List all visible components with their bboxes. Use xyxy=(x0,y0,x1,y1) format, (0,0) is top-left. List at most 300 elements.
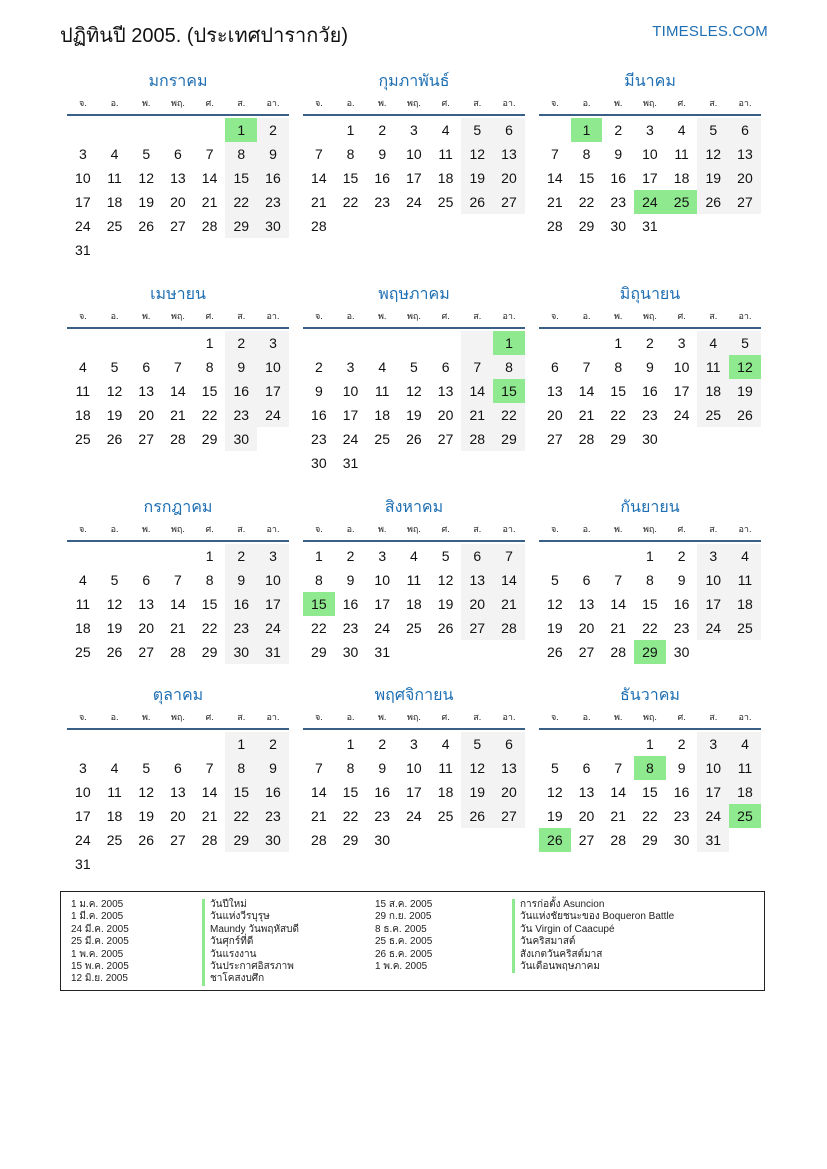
day-cell[interactable]: 26 xyxy=(461,804,493,828)
day-cell[interactable]: 9 xyxy=(378,146,387,162)
holiday-day-cell[interactable]: 12 xyxy=(729,355,761,379)
day-cell[interactable]: 8 xyxy=(346,760,355,776)
day-cell[interactable]: 26 xyxy=(106,644,123,660)
day-cell[interactable]: 22 xyxy=(342,808,359,824)
day-cell[interactable]: 15 xyxy=(225,166,257,190)
day-cell[interactable]: 23 xyxy=(673,620,690,636)
day-cell[interactable]: 16 xyxy=(642,383,658,399)
day-cell[interactable]: 15 xyxy=(201,596,218,612)
day-cell[interactable]: 4 xyxy=(441,122,450,138)
day-cell[interactable]: 3 xyxy=(257,331,289,355)
day-cell[interactable]: 22 xyxy=(225,190,257,214)
day-cell[interactable]: 1 xyxy=(646,548,654,564)
day-cell[interactable]: 20 xyxy=(729,166,761,190)
holiday-day-cell[interactable]: 24 xyxy=(634,190,666,214)
day-cell[interactable]: 23 xyxy=(311,431,327,447)
day-cell[interactable]: 19 xyxy=(547,620,563,636)
day-cell[interactable]: 27 xyxy=(493,190,525,214)
day-cell[interactable]: 30 xyxy=(257,214,289,238)
day-cell[interactable]: 21 xyxy=(578,407,595,423)
day-cell[interactable]: 7 xyxy=(614,572,623,588)
day-cell[interactable]: 13 xyxy=(578,596,595,612)
day-cell[interactable]: 30 xyxy=(225,640,257,664)
day-cell[interactable]: 23 xyxy=(374,194,390,210)
day-cell[interactable]: 16 xyxy=(257,780,289,804)
day-cell[interactable]: 17 xyxy=(697,780,729,804)
day-cell[interactable]: 4 xyxy=(441,736,450,752)
day-cell[interactable]: 7 xyxy=(493,544,525,568)
day-cell[interactable]: 12 xyxy=(106,383,123,399)
day-cell[interactable]: 16 xyxy=(374,170,390,186)
day-cell[interactable]: 13 xyxy=(138,383,154,399)
day-cell[interactable]: 14 xyxy=(311,784,327,800)
day-cell[interactable]: 12 xyxy=(138,784,154,800)
day-cell[interactable]: 5 xyxy=(550,760,559,776)
day-cell[interactable]: 17 xyxy=(406,170,422,186)
day-cell[interactable]: 8 xyxy=(493,355,525,379)
day-cell[interactable]: 31 xyxy=(374,644,390,660)
day-cell[interactable]: 16 xyxy=(673,596,690,612)
day-cell[interactable]: 30 xyxy=(225,427,257,451)
day-cell[interactable]: 11 xyxy=(729,568,761,592)
day-cell[interactable]: 23 xyxy=(257,804,289,828)
day-cell[interactable]: 27 xyxy=(461,616,493,640)
day-cell[interactable]: 21 xyxy=(311,808,327,824)
day-cell[interactable]: 25 xyxy=(406,620,422,636)
day-cell[interactable]: 1 xyxy=(225,732,257,756)
day-cell[interactable]: 12 xyxy=(461,756,493,780)
day-cell[interactable]: 21 xyxy=(461,403,493,427)
day-cell[interactable]: 22 xyxy=(642,620,658,636)
day-cell[interactable]: 10 xyxy=(406,146,422,162)
day-cell[interactable]: 13 xyxy=(493,142,525,166)
day-cell[interactable]: 30 xyxy=(673,832,690,848)
day-cell[interactable]: 19 xyxy=(461,780,493,804)
day-cell[interactable]: 7 xyxy=(174,359,182,375)
day-cell[interactable]: 26 xyxy=(106,431,123,447)
day-cell[interactable]: 18 xyxy=(437,170,454,186)
day-cell[interactable]: 20 xyxy=(138,620,154,636)
day-cell[interactable]: 21 xyxy=(610,808,626,824)
day-cell[interactable]: 20 xyxy=(461,592,493,616)
day-cell[interactable]: 25 xyxy=(374,431,390,447)
day-cell[interactable]: 4 xyxy=(677,122,686,138)
day-cell[interactable]: 9 xyxy=(257,756,289,780)
day-cell[interactable]: 11 xyxy=(406,572,422,588)
day-cell[interactable]: 25 xyxy=(437,194,454,210)
day-cell[interactable]: 17 xyxy=(75,194,91,210)
day-cell[interactable]: 22 xyxy=(610,407,626,423)
day-cell[interactable]: 22 xyxy=(225,804,257,828)
day-cell[interactable]: 17 xyxy=(257,592,289,616)
day-cell[interactable]: 19 xyxy=(138,808,154,824)
holiday-day-cell[interactable]: 1 xyxy=(225,118,257,142)
day-cell[interactable]: 4 xyxy=(410,548,418,564)
day-cell[interactable]: 18 xyxy=(729,780,761,804)
day-cell[interactable]: 28 xyxy=(170,644,186,660)
day-cell[interactable]: 6 xyxy=(142,572,151,588)
day-cell[interactable]: 9 xyxy=(378,760,387,776)
day-cell[interactable]: 7 xyxy=(205,760,214,776)
day-cell[interactable]: 19 xyxy=(106,407,123,423)
day-cell[interactable]: 29 xyxy=(342,832,359,848)
day-cell[interactable]: 24 xyxy=(342,431,359,447)
day-cell[interactable]: 9 xyxy=(314,383,323,399)
day-cell[interactable]: 17 xyxy=(642,170,658,186)
day-cell[interactable]: 18 xyxy=(697,379,729,403)
day-cell[interactable]: 9 xyxy=(225,355,257,379)
day-cell[interactable]: 5 xyxy=(142,146,151,162)
day-cell[interactable]: 28 xyxy=(493,616,525,640)
day-cell[interactable]: 12 xyxy=(547,784,563,800)
day-cell[interactable]: 3 xyxy=(78,146,87,162)
day-cell[interactable]: 2 xyxy=(677,736,686,752)
day-cell[interactable]: 31 xyxy=(75,242,91,258)
day-cell[interactable]: 15 xyxy=(642,784,658,800)
day-cell[interactable]: 8 xyxy=(646,572,654,588)
day-cell[interactable]: 11 xyxy=(438,760,453,776)
day-cell[interactable]: 17 xyxy=(406,784,422,800)
day-cell[interactable]: 24 xyxy=(374,620,390,636)
day-cell[interactable]: 6 xyxy=(582,572,591,588)
day-cell[interactable]: 9 xyxy=(677,572,686,588)
day-cell[interactable]: 19 xyxy=(406,407,422,423)
day-cell[interactable]: 24 xyxy=(257,616,289,640)
day-cell[interactable]: 3 xyxy=(410,122,418,138)
day-cell[interactable]: 5 xyxy=(410,359,418,375)
day-cell[interactable]: 10 xyxy=(257,568,289,592)
day-cell[interactable]: 13 xyxy=(138,596,154,612)
day-cell[interactable]: 22 xyxy=(578,194,595,210)
day-cell[interactable]: 11 xyxy=(107,784,122,800)
day-cell[interactable]: 17 xyxy=(75,808,91,824)
day-cell[interactable]: 10 xyxy=(75,784,91,800)
day-cell[interactable]: 18 xyxy=(106,808,123,824)
day-cell[interactable]: 21 xyxy=(311,194,327,210)
day-cell[interactable]: 28 xyxy=(201,218,218,234)
day-cell[interactable]: 8 xyxy=(225,142,257,166)
day-cell[interactable]: 23 xyxy=(225,403,257,427)
day-cell[interactable]: 9 xyxy=(646,359,654,375)
day-cell[interactable]: 4 xyxy=(697,331,729,355)
day-cell[interactable]: 19 xyxy=(547,808,563,824)
day-cell[interactable]: 7 xyxy=(205,146,214,162)
day-cell[interactable]: 27 xyxy=(547,431,563,447)
day-cell[interactable]: 28 xyxy=(610,644,626,660)
day-cell[interactable]: 10 xyxy=(257,355,289,379)
day-cell[interactable]: 17 xyxy=(673,383,690,399)
holiday-day-cell[interactable]: 1 xyxy=(571,118,603,142)
day-cell[interactable]: 27 xyxy=(729,190,761,214)
day-cell[interactable]: 16 xyxy=(311,407,327,423)
day-cell[interactable]: 30 xyxy=(311,455,327,471)
day-cell[interactable]: 24 xyxy=(673,407,690,423)
day-cell[interactable]: 17 xyxy=(342,407,359,423)
day-cell[interactable]: 2 xyxy=(257,118,289,142)
day-cell[interactable]: 23 xyxy=(257,190,289,214)
day-cell[interactable]: 6 xyxy=(174,146,182,162)
day-cell[interactable]: 24 xyxy=(406,808,422,824)
day-cell[interactable]: 29 xyxy=(201,644,218,660)
holiday-day-cell[interactable]: 26 xyxy=(539,828,571,852)
day-cell[interactable]: 2 xyxy=(378,736,387,752)
day-cell[interactable]: 9 xyxy=(225,568,257,592)
day-cell[interactable]: 27 xyxy=(138,644,154,660)
day-cell[interactable]: 11 xyxy=(75,596,91,612)
day-cell[interactable]: 7 xyxy=(314,146,323,162)
day-cell[interactable]: 27 xyxy=(170,218,186,234)
day-cell[interactable]: 20 xyxy=(493,166,525,190)
day-cell[interactable]: 11 xyxy=(438,146,453,162)
day-cell[interactable]: 29 xyxy=(493,427,525,451)
day-cell[interactable]: 22 xyxy=(493,403,525,427)
day-cell[interactable]: 14 xyxy=(201,784,218,800)
day-cell[interactable]: 2 xyxy=(677,548,686,564)
holiday-day-cell[interactable]: 1 xyxy=(493,331,525,355)
day-cell[interactable]: 28 xyxy=(201,832,218,848)
day-cell[interactable]: 16 xyxy=(374,784,390,800)
day-cell[interactable]: 29 xyxy=(610,431,626,447)
day-cell[interactable]: 30 xyxy=(374,832,390,848)
day-cell[interactable]: 29 xyxy=(311,644,327,660)
day-cell[interactable]: 2 xyxy=(378,122,387,138)
day-cell[interactable]: 15 xyxy=(642,596,658,612)
day-cell[interactable]: 16 xyxy=(225,592,257,616)
day-cell[interactable]: 27 xyxy=(493,804,525,828)
day-cell[interactable]: 18 xyxy=(374,407,390,423)
day-cell[interactable]: 14 xyxy=(170,596,186,612)
day-cell[interactable]: 6 xyxy=(493,732,525,756)
day-cell[interactable]: 28 xyxy=(461,427,493,451)
day-cell[interactable]: 24 xyxy=(75,832,91,848)
day-cell[interactable]: 5 xyxy=(461,732,493,756)
day-cell[interactable]: 15 xyxy=(201,383,218,399)
day-cell[interactable]: 22 xyxy=(311,620,327,636)
day-cell[interactable]: 3 xyxy=(697,544,729,568)
day-cell[interactable]: 14 xyxy=(547,170,563,186)
day-cell[interactable]: 5 xyxy=(110,359,119,375)
day-cell[interactable]: 10 xyxy=(342,383,359,399)
day-cell[interactable]: 25 xyxy=(697,403,729,427)
day-cell[interactable]: 22 xyxy=(201,620,218,636)
day-cell[interactable]: 14 xyxy=(578,383,595,399)
day-cell[interactable]: 18 xyxy=(673,170,690,186)
day-cell[interactable]: 8 xyxy=(346,146,355,162)
day-cell[interactable]: 27 xyxy=(437,431,454,447)
day-cell[interactable]: 23 xyxy=(225,616,257,640)
day-cell[interactable]: 3 xyxy=(410,736,418,752)
day-cell[interactable]: 30 xyxy=(673,644,690,660)
day-cell[interactable]: 28 xyxy=(547,218,563,234)
day-cell[interactable]: 20 xyxy=(578,808,595,824)
day-cell[interactable]: 16 xyxy=(610,170,626,186)
day-cell[interactable]: 15 xyxy=(342,170,359,186)
day-cell[interactable]: 7 xyxy=(550,146,559,162)
day-cell[interactable]: 10 xyxy=(697,568,729,592)
day-cell[interactable]: 8 xyxy=(314,572,323,588)
day-cell[interactable]: 24 xyxy=(697,804,729,828)
day-cell[interactable]: 13 xyxy=(493,756,525,780)
day-cell[interactable]: 3 xyxy=(78,760,87,776)
day-cell[interactable]: 26 xyxy=(547,644,563,660)
day-cell[interactable]: 19 xyxy=(106,620,123,636)
day-cell[interactable]: 13 xyxy=(170,170,186,186)
day-cell[interactable]: 27 xyxy=(578,832,595,848)
day-cell[interactable]: 14 xyxy=(610,784,626,800)
day-cell[interactable]: 26 xyxy=(697,190,729,214)
day-cell[interactable]: 5 xyxy=(461,118,493,142)
day-cell[interactable]: 15 xyxy=(225,780,257,804)
day-cell[interactable]: 26 xyxy=(138,832,154,848)
day-cell[interactable]: 20 xyxy=(170,808,186,824)
day-cell[interactable]: 30 xyxy=(342,644,359,660)
day-cell[interactable]: 10 xyxy=(673,359,690,375)
holiday-day-cell[interactable]: 29 xyxy=(634,640,666,664)
day-cell[interactable]: 3 xyxy=(646,122,654,138)
day-cell[interactable]: 26 xyxy=(729,403,761,427)
day-cell[interactable]: 22 xyxy=(201,407,218,423)
day-cell[interactable]: 3 xyxy=(697,732,729,756)
day-cell[interactable]: 4 xyxy=(110,146,119,162)
day-cell[interactable]: 21 xyxy=(201,194,218,210)
day-cell[interactable]: 4 xyxy=(110,760,119,776)
day-cell[interactable]: 10 xyxy=(406,760,422,776)
day-cell[interactable]: 1 xyxy=(614,335,623,351)
day-cell[interactable]: 16 xyxy=(257,166,289,190)
day-cell[interactable]: 10 xyxy=(374,572,390,588)
day-cell[interactable]: 28 xyxy=(578,431,595,447)
day-cell[interactable]: 4 xyxy=(729,544,761,568)
day-cell[interactable]: 29 xyxy=(225,214,257,238)
day-cell[interactable]: 14 xyxy=(170,383,186,399)
day-cell[interactable]: 6 xyxy=(493,118,525,142)
day-cell[interactable]: 27 xyxy=(170,832,186,848)
day-cell[interactable]: 25 xyxy=(437,808,454,824)
holiday-day-cell[interactable]: 25 xyxy=(729,804,761,828)
day-cell[interactable]: 7 xyxy=(461,355,493,379)
day-cell[interactable]: 7 xyxy=(314,760,323,776)
day-cell[interactable]: 10 xyxy=(642,146,658,162)
day-cell[interactable]: 2 xyxy=(346,548,355,564)
day-cell[interactable]: 2 xyxy=(314,359,323,375)
day-cell[interactable]: 6 xyxy=(142,359,151,375)
day-cell[interactable]: 29 xyxy=(642,832,658,848)
day-cell[interactable]: 25 xyxy=(75,644,91,660)
day-cell[interactable]: 12 xyxy=(547,596,563,612)
day-cell[interactable]: 14 xyxy=(201,170,218,186)
day-cell[interactable]: 1 xyxy=(205,335,214,351)
day-cell[interactable]: 1 xyxy=(646,736,654,752)
day-cell[interactable]: 14 xyxy=(493,568,525,592)
day-cell[interactable]: 11 xyxy=(107,170,122,186)
holiday-day-cell[interactable]: 15 xyxy=(493,379,525,403)
day-cell[interactable]: 21 xyxy=(170,620,186,636)
day-cell[interactable]: 21 xyxy=(201,808,218,824)
holiday-day-cell[interactable]: 25 xyxy=(666,190,698,214)
day-cell[interactable]: 14 xyxy=(461,379,493,403)
day-cell[interactable]: 2 xyxy=(257,732,289,756)
day-cell[interactable]: 25 xyxy=(75,431,91,447)
day-cell[interactable]: 11 xyxy=(729,756,761,780)
day-cell[interactable]: 13 xyxy=(437,383,454,399)
day-cell[interactable]: 13 xyxy=(547,383,563,399)
day-cell[interactable]: 17 xyxy=(374,596,390,612)
day-cell[interactable]: 14 xyxy=(610,596,626,612)
day-cell[interactable]: 17 xyxy=(257,379,289,403)
day-cell[interactable]: 25 xyxy=(729,616,761,640)
day-cell[interactable]: 24 xyxy=(257,403,289,427)
day-cell[interactable]: 9 xyxy=(346,572,355,588)
day-cell[interactable]: 6 xyxy=(461,544,493,568)
day-cell[interactable]: 15 xyxy=(610,383,626,399)
day-cell[interactable]: 19 xyxy=(437,596,454,612)
day-cell[interactable]: 22 xyxy=(642,808,658,824)
day-cell[interactable]: 18 xyxy=(106,194,123,210)
day-cell[interactable]: 26 xyxy=(461,190,493,214)
day-cell[interactable]: 20 xyxy=(138,407,154,423)
day-cell[interactable]: 3 xyxy=(346,359,355,375)
day-cell[interactable]: 1 xyxy=(346,122,355,138)
day-cell[interactable]: 31 xyxy=(257,640,289,664)
day-cell[interactable]: 28 xyxy=(610,832,626,848)
day-cell[interactable]: 19 xyxy=(697,166,729,190)
day-cell[interactable]: 9 xyxy=(257,142,289,166)
day-cell[interactable]: 2 xyxy=(225,544,257,568)
day-cell[interactable]: 30 xyxy=(257,828,289,852)
day-cell[interactable]: 29 xyxy=(225,828,257,852)
day-cell[interactable]: 25 xyxy=(106,832,123,848)
day-cell[interactable]: 13 xyxy=(461,568,493,592)
day-cell[interactable]: 20 xyxy=(578,620,595,636)
day-cell[interactable]: 16 xyxy=(342,596,359,612)
day-cell[interactable]: 26 xyxy=(406,431,422,447)
day-cell[interactable]: 28 xyxy=(170,431,186,447)
day-cell[interactable]: 30 xyxy=(610,218,626,234)
day-cell[interactable]: 12 xyxy=(461,142,493,166)
day-cell[interactable]: 20 xyxy=(547,407,563,423)
day-cell[interactable]: 7 xyxy=(614,760,623,776)
day-cell[interactable]: 10 xyxy=(75,170,91,186)
day-cell[interactable]: 16 xyxy=(673,784,690,800)
day-cell[interactable]: 8 xyxy=(582,146,591,162)
day-cell[interactable]: 5 xyxy=(729,331,761,355)
day-cell[interactable]: 19 xyxy=(729,379,761,403)
day-cell[interactable]: 13 xyxy=(170,784,186,800)
day-cell[interactable]: 12 xyxy=(437,572,454,588)
day-cell[interactable]: 25 xyxy=(106,218,123,234)
day-cell[interactable]: 8 xyxy=(614,359,623,375)
day-cell[interactable]: 12 xyxy=(106,596,123,612)
day-cell[interactable]: 7 xyxy=(174,572,182,588)
day-cell[interactable]: 11 xyxy=(374,383,390,399)
day-cell[interactable]: 20 xyxy=(493,780,525,804)
day-cell[interactable]: 18 xyxy=(729,592,761,616)
day-cell[interactable]: 3 xyxy=(257,544,289,568)
day-cell[interactable]: 21 xyxy=(547,194,563,210)
day-cell[interactable]: 5 xyxy=(110,572,119,588)
day-cell[interactable]: 7 xyxy=(582,359,591,375)
day-cell[interactable]: 23 xyxy=(342,620,359,636)
day-cell[interactable]: 23 xyxy=(374,808,390,824)
day-cell[interactable]: 18 xyxy=(406,596,422,612)
day-cell[interactable]: 20 xyxy=(170,194,186,210)
day-cell[interactable]: 24 xyxy=(75,218,91,234)
day-cell[interactable]: 1 xyxy=(346,736,355,752)
day-cell[interactable]: 24 xyxy=(406,194,422,210)
day-cell[interactable]: 12 xyxy=(138,170,154,186)
day-cell[interactable]: 9 xyxy=(677,760,686,776)
day-cell[interactable]: 1 xyxy=(314,548,323,564)
